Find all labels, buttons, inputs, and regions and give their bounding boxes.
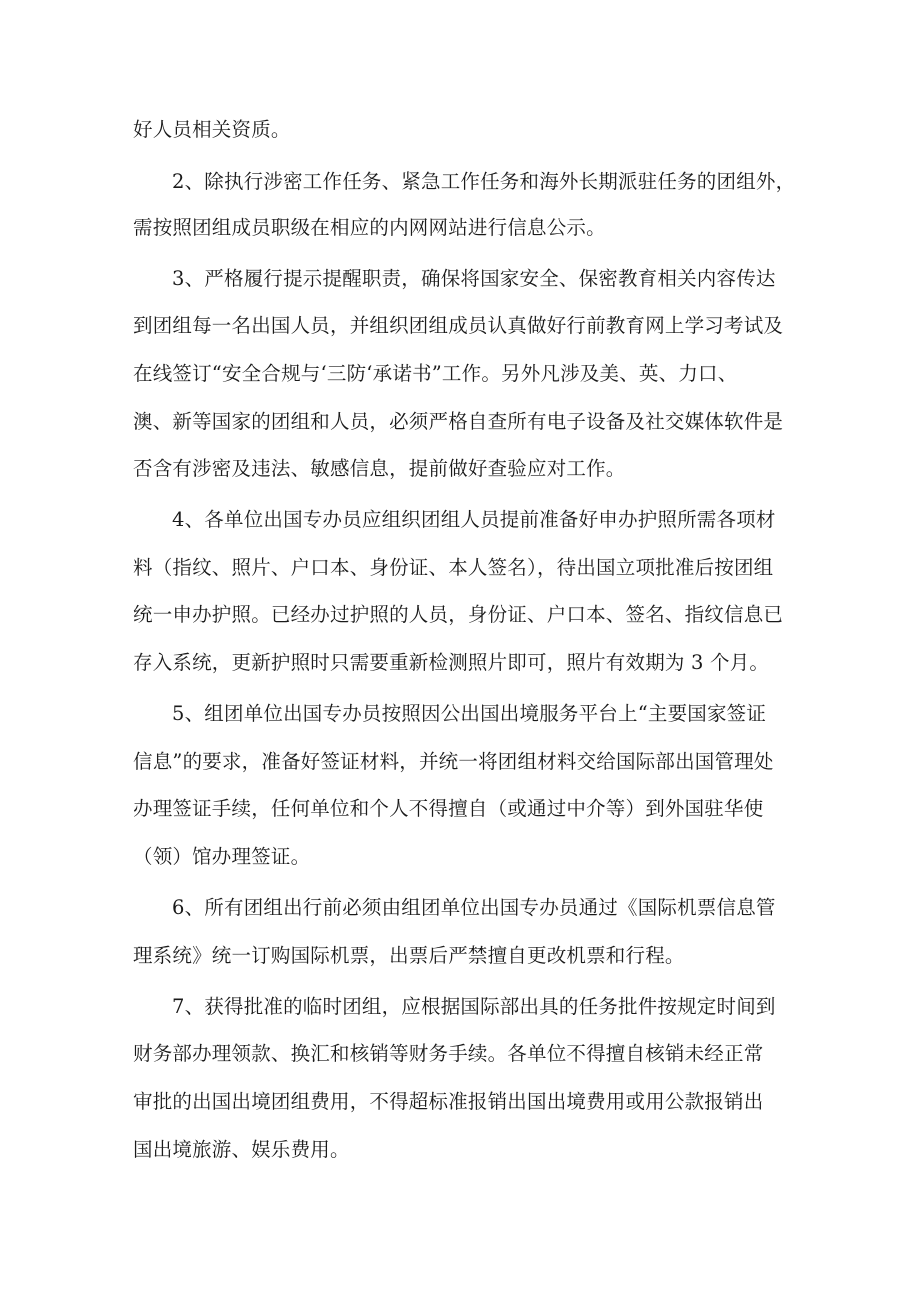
paragraph-4-line-3: 统一申办护照。已经办过护照的人员，身份证、户口本、签名、指纹信息已 <box>133 603 784 626</box>
paragraph-3-line-3: 在线签订“安全合规与‘三防‘承诺书”工作。另外凡涉及美、英、力口、 <box>133 362 738 385</box>
paragraph-6-line-2: 理系统》统一订购国际机票，出票后严禁擅自更改机票和行程。 <box>133 944 685 967</box>
paragraph-3-line-2: 到团组每一名出国人员，并组织团组成员认真做好行前教育网上学习考试及 <box>133 314 784 337</box>
paragraph-5-line-1: 5、组团单位出国专办员按照因公出国出境服务平台上“主要国家签证 <box>172 702 767 725</box>
paragraph-5-line-3: 办理签证手续，任何单位和个人不得擅自（或通过中介等）到外国驻华使 <box>133 797 764 820</box>
paragraph-6-line-1: 6、所有团组出行前必须由组团单位出国专办员通过《国际机票信息管 <box>172 896 776 919</box>
paragraph-1-line-1: 好人员相关资质。 <box>133 118 291 141</box>
paragraph-3-line-1: 3、严格履行提示提醒职责，确保将国家安全、保密教育相关内容传达 <box>172 267 776 290</box>
paragraph-4-line-2: 料（指纹、照片、户口本、身份证、本人签名），待出国立项批准后按团组 <box>133 556 774 579</box>
paragraph-5-line-4: （领）馆办理签证。 <box>133 845 311 868</box>
paragraph-7-line-4: 国出境旅游、娱乐费用。 <box>133 1138 350 1161</box>
paragraph-2-line-1: 2、除执行涉密工作任务、紧急工作任务和海外长期派驻任务的团组外， <box>172 170 796 193</box>
paragraph-3-line-5: 否含有涉密及违法、敏感信息，提前做好查验应对工作。 <box>133 457 626 480</box>
paragraph-5-line-2: 信息”的要求，准备好签证材料，并统一将团组材料交给国际部出国管理处 <box>133 750 774 773</box>
paragraph-2-line-2: 需按照团组成员职级在相应的内网网站进行信息公示。 <box>133 216 606 239</box>
paragraph-3-line-4: 澳、新等国家的团组和人员，必须严格自查所有电子设备及社交媒体软件是 <box>133 410 784 433</box>
paragraph-7-line-2: 财务部办理领款、换汇和核销等财务手续。各单位不得擅自核销未经正常 <box>133 1042 764 1065</box>
paragraph-7-line-1: 7、获得批准的临时团组，应根据国际部出具的任务批件按规定时间到 <box>172 995 776 1018</box>
paragraph-7-line-3: 审批的出国出境团组费用，不得超标准报销出国出境费用或用公款报销出 <box>133 1090 764 1113</box>
paragraph-4-line-4: 存入系统，更新护照时只需要重新检测照片即可，照片有效期为 3 个月。 <box>133 651 770 674</box>
paragraph-4-line-1: 4、各单位出国专办员应组织团组人员提前准备好申办护照所需各项材 <box>172 508 776 531</box>
